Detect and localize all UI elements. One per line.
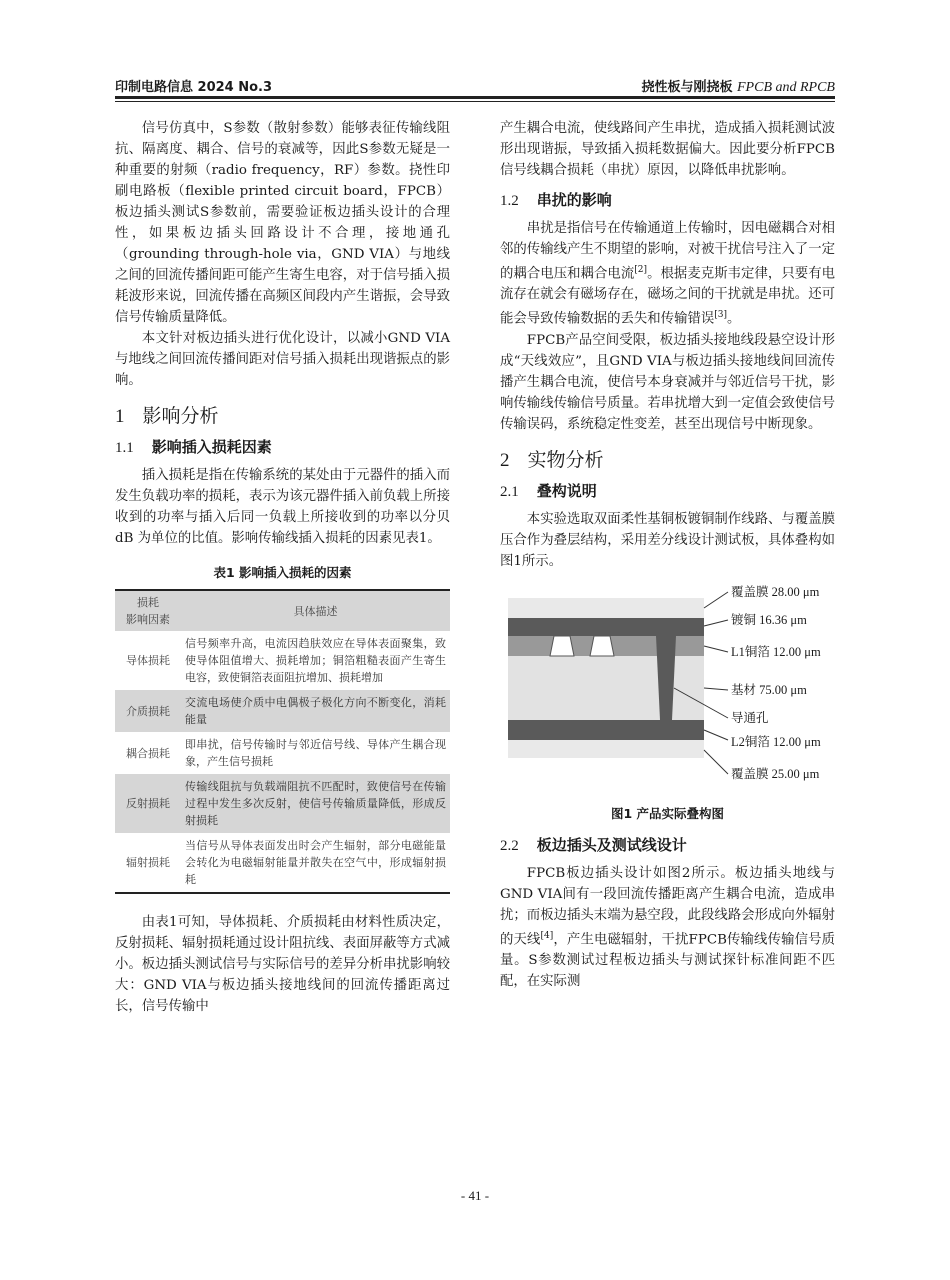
section-heading	[500, 445, 835, 472]
label-cover-top: 覆盖膜 28.00 μm	[731, 584, 820, 599]
subsection-heading	[500, 189, 835, 210]
desc-cell: 即串扰，信号传输时与邻近信号线、导体产生耦合现象，产生信号损耗	[185, 738, 446, 768]
table-row	[115, 833, 450, 893]
subsection-number: 2.1	[500, 483, 519, 500]
subsection-title: 影响插入损耗因素	[151, 438, 272, 456]
paragraph	[500, 218, 835, 330]
section-title-en: FPCB and RPCB	[737, 80, 835, 95]
label-plating: 镀铜 16.36 μm	[731, 612, 807, 627]
desc-cell: 当信号从导体表面发出时会产生辐射，部分电磁能量会转化为电磁辐射能量并散失在空气中，形成辐射损耗	[185, 839, 446, 886]
paragraph	[500, 863, 835, 992]
text-run: ，产生电磁辐射，干扰FPCB传输线传输信号质量。S参数测试过程板边插头与测试探针标准间距不匹配，在实际测	[500, 932, 836, 990]
paragraph: 本文针对板边插头进行优化设计，以减小GND VIA与地线之间回流传播间距对信号插入损耗出现谐振点的影响。	[115, 331, 450, 388]
header-rule-thick	[115, 96, 835, 99]
text-run: FPCB板边插头设计如图2所示。板边插头地线与GND VIA间有一段回流传播距离产生耦合电流，造成串扰；而板边插头末端为悬空段，此段线路会形成向外辐射的天线	[500, 865, 835, 948]
citation: [4]	[540, 930, 554, 941]
figure-caption: 图1 产品实际叠构图	[610, 805, 725, 821]
label-l1: L1铜箔 12.00 μm	[731, 644, 821, 659]
paragraph: 本实验选取双面柔性基铜板镀铜制作线路、与覆盖膜压合作为叠层结构，采用差分线设计测试板，具体叠构如图1所示。	[500, 511, 835, 569]
desc-cell: 信号频率升高，电流因趋肤效应在导体表面聚集，致使导体阻值增大、损耗增加；铜箔粗糙表面产生寄生电容，致使铜箔表面阻抗增加、损耗增加	[185, 637, 446, 684]
trace-pad	[550, 636, 574, 656]
citation: [2]	[634, 265, 648, 275]
table-row	[115, 631, 450, 690]
label-via: 导通孔	[731, 710, 769, 725]
leader-line	[704, 730, 728, 740]
leader-line	[704, 688, 728, 690]
right-column	[500, 118, 835, 992]
section-number: 2	[500, 449, 510, 471]
cover-film-top-layer	[508, 598, 704, 618]
leader-line	[704, 750, 728, 774]
paragraph: 信号仿真中，S参数（散射参数）能够表征传输线阻抗、隔离度、耦合、信号的衰减等，因此S参数无疑是一种重要的射频（radio frequency，RF）参数。挠性印刷电路板（flexible printed circuit board，FPCB）板边插头测试S参数前，需要验证板边插头设计的合理性，如果板边插头回路设计不合理，接地通孔（grounding through-hole via，GND VIA）与地线之间的回流传播间距可能产生寄生电容，对于信号插入损耗波形来说，回流传播在高频区间段内产生谐振，会导致信号传输质量降低。	[115, 121, 450, 325]
desc-cell: 交流电场使介质中电偶极子极化方向不断变化，消耗能量	[181, 690, 450, 732]
cover-film-bottom-layer	[508, 740, 704, 758]
journal-title: 印制电路信息 2024 No.3	[115, 80, 273, 95]
text-run: 串扰是指信号在传输通道上传输时，因电磁耦合对相邻的传输线产生不期望的影响，对被干扰信号注入了一定的耦合电压和耦合电流	[500, 221, 835, 282]
subsection-number: 1.1	[115, 440, 134, 456]
section-title	[641, 76, 835, 96]
section-title: 影响分析	[142, 405, 219, 427]
section-heading	[115, 401, 450, 428]
paragraph: 产生耦合电流，使线路间产生串扰，造成插入损耗测试波形出现谐振，导致插入损耗数据偏大。因此要分析FPCB信号线耦合损耗（串扰）原因，以降低串扰影响。	[500, 121, 835, 178]
paragraph: 插入损耗是指在传输系统的某处由于元器件的插入而发生负载功率的损耗，表示为该元器件插入前负载上所接收到的功率与插入后同一负载上所接收到的功率以分贝 dB 为单位的比值。影响传输线插入损耗的因素见表1。	[115, 468, 450, 546]
loss-factors-table	[115, 589, 450, 894]
table-caption: 表1 影响插入损耗的因素	[213, 565, 352, 580]
plating-layer	[508, 618, 704, 636]
leader-line	[704, 620, 728, 626]
left-column	[115, 118, 450, 1017]
running-header	[115, 76, 835, 96]
factor-cell: 介质损耗	[115, 690, 181, 732]
table-row	[115, 690, 450, 732]
label-substrate: 基材 75.00 μm	[731, 682, 807, 697]
subsection-heading	[500, 480, 835, 501]
factor-cell: 导体损耗	[126, 654, 170, 667]
factor-cell: 辐射损耗	[126, 856, 170, 869]
l2-copper-layer	[508, 720, 704, 740]
text-run: 。	[727, 311, 741, 327]
subsection-heading	[115, 436, 450, 457]
label-cover-bottom: 覆盖膜 25.00 μm	[731, 766, 820, 781]
section-title: 实物分析	[527, 448, 604, 471]
section-number: 1	[115, 406, 125, 427]
paragraph: FPCB产品空间受限，板边插头接地线段悬空设计形成“天线效应”，且GND VIA与板边插头接地线间回流传播产生耦合电流，使信号本身衰减并与邻近信号干扰，影响传输线传输信号质量。若串扰增大到一定值会致使信号传输误码，系统稳定性变差，甚至出现信号中断现象。	[500, 332, 835, 432]
stackup-figure	[500, 578, 835, 796]
leader-line	[704, 646, 728, 652]
subsection-heading	[500, 834, 835, 855]
subsection-title: 串扰的影响	[536, 191, 612, 209]
page-number: - 41 -	[460, 1188, 490, 1203]
column-header-factor	[115, 590, 181, 631]
factor-cell: 耦合损耗	[126, 746, 170, 760]
header-rule-thin	[115, 101, 835, 102]
subsection-title: 叠构说明	[536, 481, 597, 500]
header-line: 影响因素	[126, 613, 170, 626]
subsection-number: 2.2	[500, 837, 519, 854]
desc-cell: 传输线阻抗与负载端阻抗不匹配时，致使信号在传输过程中发生多次反射，使信号传输质量降低，形成反射损耗	[181, 774, 450, 833]
header-line: 损耗	[137, 596, 159, 609]
subsection-number: 1.2	[500, 193, 519, 209]
table-row	[115, 774, 450, 833]
citation: [3]	[714, 310, 727, 321]
factor-cell: 反射损耗	[115, 774, 181, 833]
trace-pad	[590, 636, 614, 656]
section-title-zh: 挠性板与刚挠板	[641, 80, 733, 95]
stackup-diagram	[500, 578, 835, 796]
leader-line	[704, 592, 728, 608]
paragraph: 由表1可知，导体损耗、介质损耗由材料性质决定，反射损耗、辐射损耗通过设计阻抗线、表面屏蔽等方式减小。板边插头测试信号与实际信号的差异分析串扰影响较大：GND VIA与板边插头接地线间的回流传播距离过长，信号传输中	[115, 915, 450, 1014]
text-run: 。根据麦克斯韦定律，只要有电流存在就会有磁场存在，磁场之间的干扰就是串扰。还可能会导致传输数据的丢失和传输错误	[500, 266, 836, 327]
label-l2: L2铜箔 12.00 μm	[731, 734, 821, 749]
subsection-title: 板边插头及测试线设计	[536, 835, 687, 854]
table-row	[115, 732, 450, 774]
column-header-desc: 具体描述	[181, 590, 450, 631]
